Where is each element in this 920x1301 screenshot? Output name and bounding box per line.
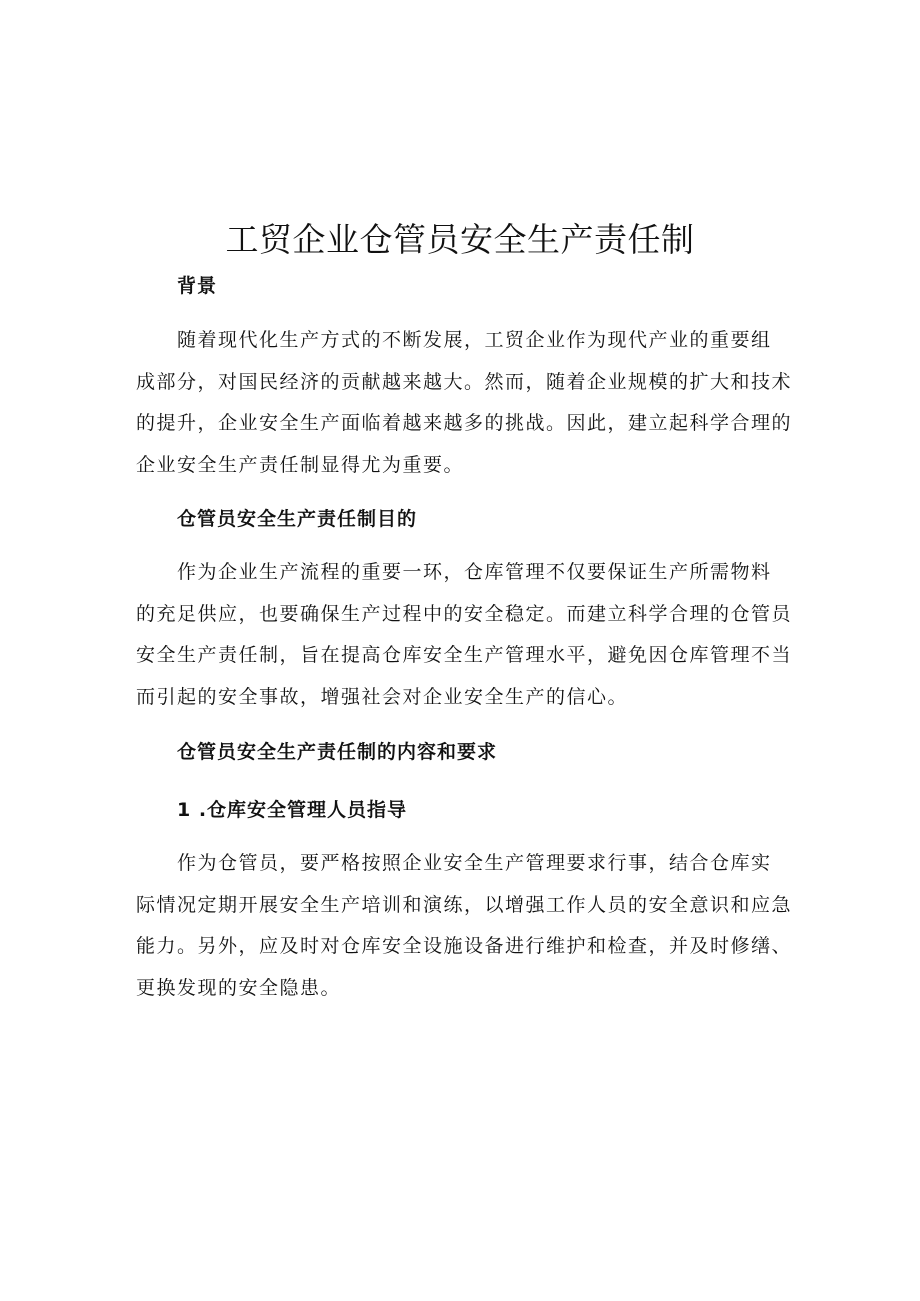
section-paragraph-guidance xyxy=(136,843,793,1009)
subsection-heading-guidance: 1 .仓库安全管理人员指导 xyxy=(177,799,408,821)
paragraph-line: 作为企业生产流程的重要一环，仓库管理不仅要保证生产所需物料 xyxy=(177,561,772,583)
section-paragraph-purpose xyxy=(136,552,793,718)
paragraph-line: 作为仓管员，要严格按照企业安全生产管理要求行事，结合仓库实 xyxy=(177,852,772,874)
paragraph-line: 随着现代化生产方式的不断发展，工贸企业作为现代产业的重要组 xyxy=(177,329,772,351)
paragraph-line: 企业安全生产责任制显得尤为重要。 xyxy=(136,453,465,476)
paragraph-line: 的充足供应，也要确保生产过程中的安全稳定。而建立科学合理的仓管员 xyxy=(136,602,793,625)
section-heading-purpose: 仓管员安全生产责任制目的 xyxy=(177,508,418,530)
paragraph-line: 安全生产责任制，旨在提高仓库安全生产管理水平，避免因仓库管理不当 xyxy=(136,644,793,666)
paragraph-line: 际情况定期开展安全生产培训和演练，以增强工作人员的安全意识和应急 xyxy=(136,893,793,916)
paragraph-line: 成部分，对国民经济的贡献越来越大。然而，随着企业规模的扩大和技术 xyxy=(136,370,793,393)
paragraph-line: 能力。另外，应及时对仓库安全设施设备进行维护和检查，并及时修缮、 xyxy=(136,935,793,957)
section-paragraph-background xyxy=(136,320,793,486)
paragraph-line: 的提升，企业安全生产面临着越来越多的挑战。因此，建立起科学合理的 xyxy=(136,412,793,434)
section-heading-content-requirements: 仓管员安全生产责任制的内容和要求 xyxy=(177,741,498,763)
section-heading-background: 背景 xyxy=(177,275,218,297)
paragraph-line: 更换发现的安全隐患。 xyxy=(136,976,342,999)
paragraph-line: 而引起的安全事故，增强社会对企业安全生产的信心。 xyxy=(136,685,629,708)
document-title: 工贸企业仓管员安全生产责任制 xyxy=(225,220,695,259)
